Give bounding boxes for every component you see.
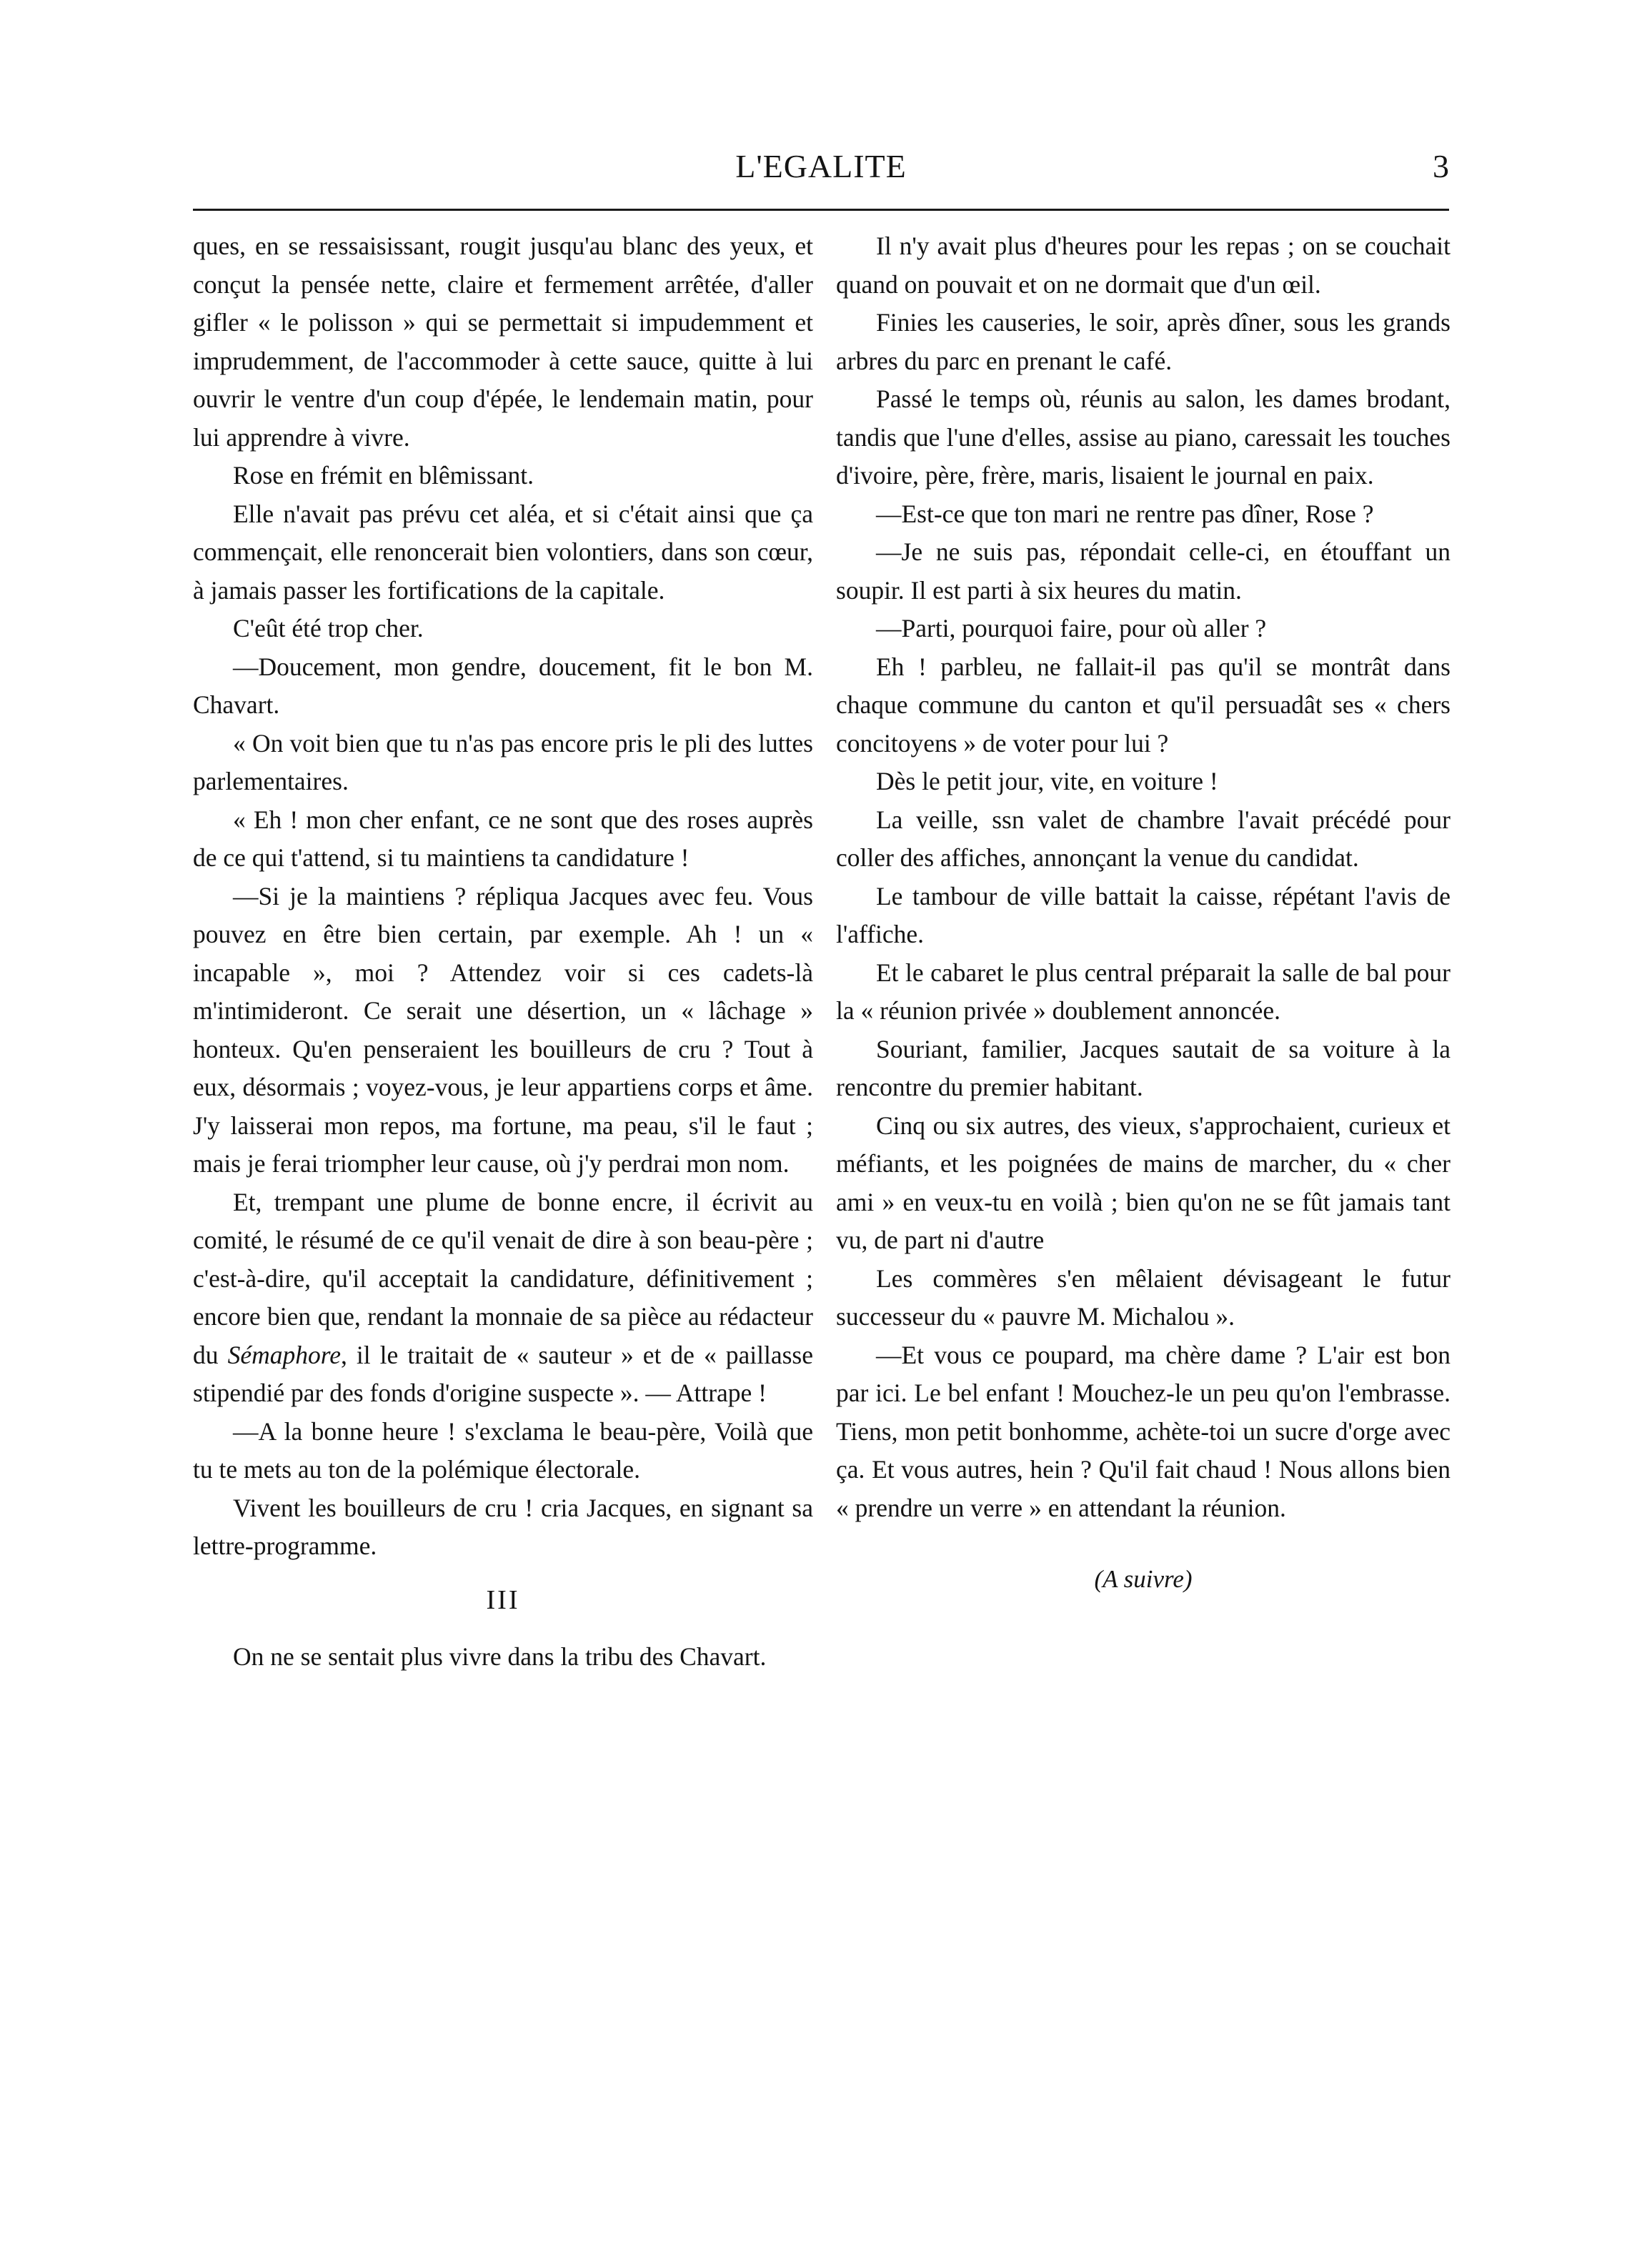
section-heading: III xyxy=(486,1584,520,1615)
paragraph: —A la bonne heure ! s'exclama le beau-père, Voilà que tu te mets au ton de la polémique électorale. xyxy=(193,1416,813,1484)
paragraph: Vivent les bouilleurs de cru ! cria Jacques, en signant sa lettre-programme. xyxy=(193,1493,813,1560)
paragraph-text: , il le traitait de « sauteur » et de « paillasse stipendié par des fonds d'origine suspecte ». — Attrape ! xyxy=(193,1340,814,1407)
paragraph: ques, en se ressaisissant, rougit jusqu'au blanc des yeux, et conçut la pensée nette, claire et fermement arrêtée, d'aller gifler « le polisson » qui se permettait si impudemment et imprudemment, de l'accommoder à cette sauce, quitte à lui ouvrir le ventre d'un coup d'épée, le lendemain matin, pour lui apprendre à vivre. xyxy=(193,232,813,452)
running-title: L'EGALITE xyxy=(735,148,907,184)
paragraph: Finies les causeries, le soir, après dîner, sous les grands arbres du parc en prenant le café. xyxy=(836,308,1451,375)
paragraph: —Si je la maintiens ? répliqua Jacques avec feu. Vous pouvez en être bien certain, par exemple. Ah ! un « incapable », moi ? Attendez voir si ces cadets-là m'intimideront. Ce serait une désertion, un « lâchage » honteux. Qu'en penseraient les bouilleurs de cru ? Tout à eux, désormais ; voyez-vous, je leur appartiens corps et âme. J'y laisserai mon repos, ma fortune, ma peau, s'il le faut ; mais je ferai triompher leur cause, où j'y perdrai mon nom. xyxy=(193,881,813,1178)
paragraph: On ne se sentait plus vivre dans la tribu des Chavart. xyxy=(233,1642,767,1671)
paragraph-trempant xyxy=(193,1183,813,1413)
paragraph: —Doucement, mon gendre, doucement, fit le bon M. Chavart. xyxy=(193,652,813,719)
paragraph: La veille, ssn valet de chambre l'avait précédé pour coller des affiches, annonçant la venue du candidat. xyxy=(836,805,1451,872)
paragraph: Il n'y avait plus d'heures pour les repas ; on se couchait quand on pouvait et on ne dormait que d'un œil. xyxy=(836,232,1451,299)
paragraph: « Eh ! mon cher enfant, ce ne sont que des roses auprès de ce qui t'attend, si tu maintiens ta candidature ! xyxy=(193,805,813,872)
paragraph: « On voit bien que tu n'as pas encore pris le pli des luttes parlementaires. xyxy=(193,728,813,795)
paragraph-text: Et, trempant une plume de bonne encre, il écrivit au comité, le résumé de ce qu'il venait de dire à son beau-père ; c'est-à-dire, qu'il acceptait la candidature, définitivement ; encore bien que, rendant la monnaie de sa pièce au rédacteur du xyxy=(193,1187,813,1369)
paragraph: Elle n'avait pas prévu cet aléa, et si c'était ainsi que ça commençait, elle renoncerait bien volontiers, dans son cœur, à jamais passer les fortifications de la capitale. xyxy=(193,499,813,605)
page-header xyxy=(193,147,1449,190)
paragraph: Et le cabaret le plus central préparait la salle de bal pour la « réunion privée » doublement annoncée. xyxy=(836,958,1451,1025)
paragraph: C'eût été trop cher. xyxy=(233,614,424,642)
paragraph: —Parti, pourquoi faire, pour où aller ? xyxy=(876,614,1267,642)
page-number: 3 xyxy=(1433,148,1449,184)
paragraph: Passé le temps où, réunis au salon, les dames brodant, tandis que l'une d'elles, assise au piano, caressait les touches d'ivoire, père, frère, maris, lisaient le journal en paix. xyxy=(836,384,1451,490)
paragraph: Le tambour de ville battait la caisse, répétant l'avis de l'affiche. xyxy=(836,881,1451,948)
paragraph: Les commères s'en mêlaient dévisageant le futur successeur du « pauvre M. Michalou ». xyxy=(836,1263,1451,1331)
left-column xyxy=(193,227,813,1677)
paragraph: Souriant, familier, Jacques sautait de sa voiture à la rencontre du premier habitant. xyxy=(836,1034,1451,1101)
to-be-continued: (A suivre) xyxy=(1094,1565,1193,1593)
paragraph: Dès le petit jour, vite, en voiture ! xyxy=(876,767,1218,795)
newspaper-title: Sémaphore xyxy=(227,1340,341,1369)
paragraph: Rose en frémit en blêmissant. xyxy=(233,461,534,490)
paragraph: —Et vous ce poupard, ma chère dame ? L'air est bon par ici. Le bel enfant ! Mouchez-le un peu qu'on l'embrasse. Tiens, mon petit bonhomme, achète-toi un sucre d'orge avec ça. Et vous autres, hein ? Qu'il fait chaud ! Nous allons bien « prendre un verre » en attendant la réunion. xyxy=(836,1340,1451,1522)
right-column xyxy=(836,227,1451,1599)
paragraph: Eh ! parbleu, ne fallait-il pas qu'il se montrât dans chaque commune du canton et qu'il persuadât ses « chers concitoyens » de voter pour lui ? xyxy=(836,652,1451,758)
paragraph: Cinq ou six autres, des vieux, s'approchaient, curieux et méfiants, et les poignées de mains de marcher, du « cher ami » en veux-tu en voilà ; bien qu'on ne se fût jamais tant vu, de part ni d'autre xyxy=(836,1111,1451,1254)
paragraph: —Est-ce que ton mari ne rentre pas dîner, Rose ? xyxy=(876,499,1374,528)
header-rule xyxy=(193,209,1449,211)
paragraph: —Je ne suis pas, répondait celle-ci, en étouffant un soupir. Il est parti à six heures du matin. xyxy=(836,537,1451,605)
